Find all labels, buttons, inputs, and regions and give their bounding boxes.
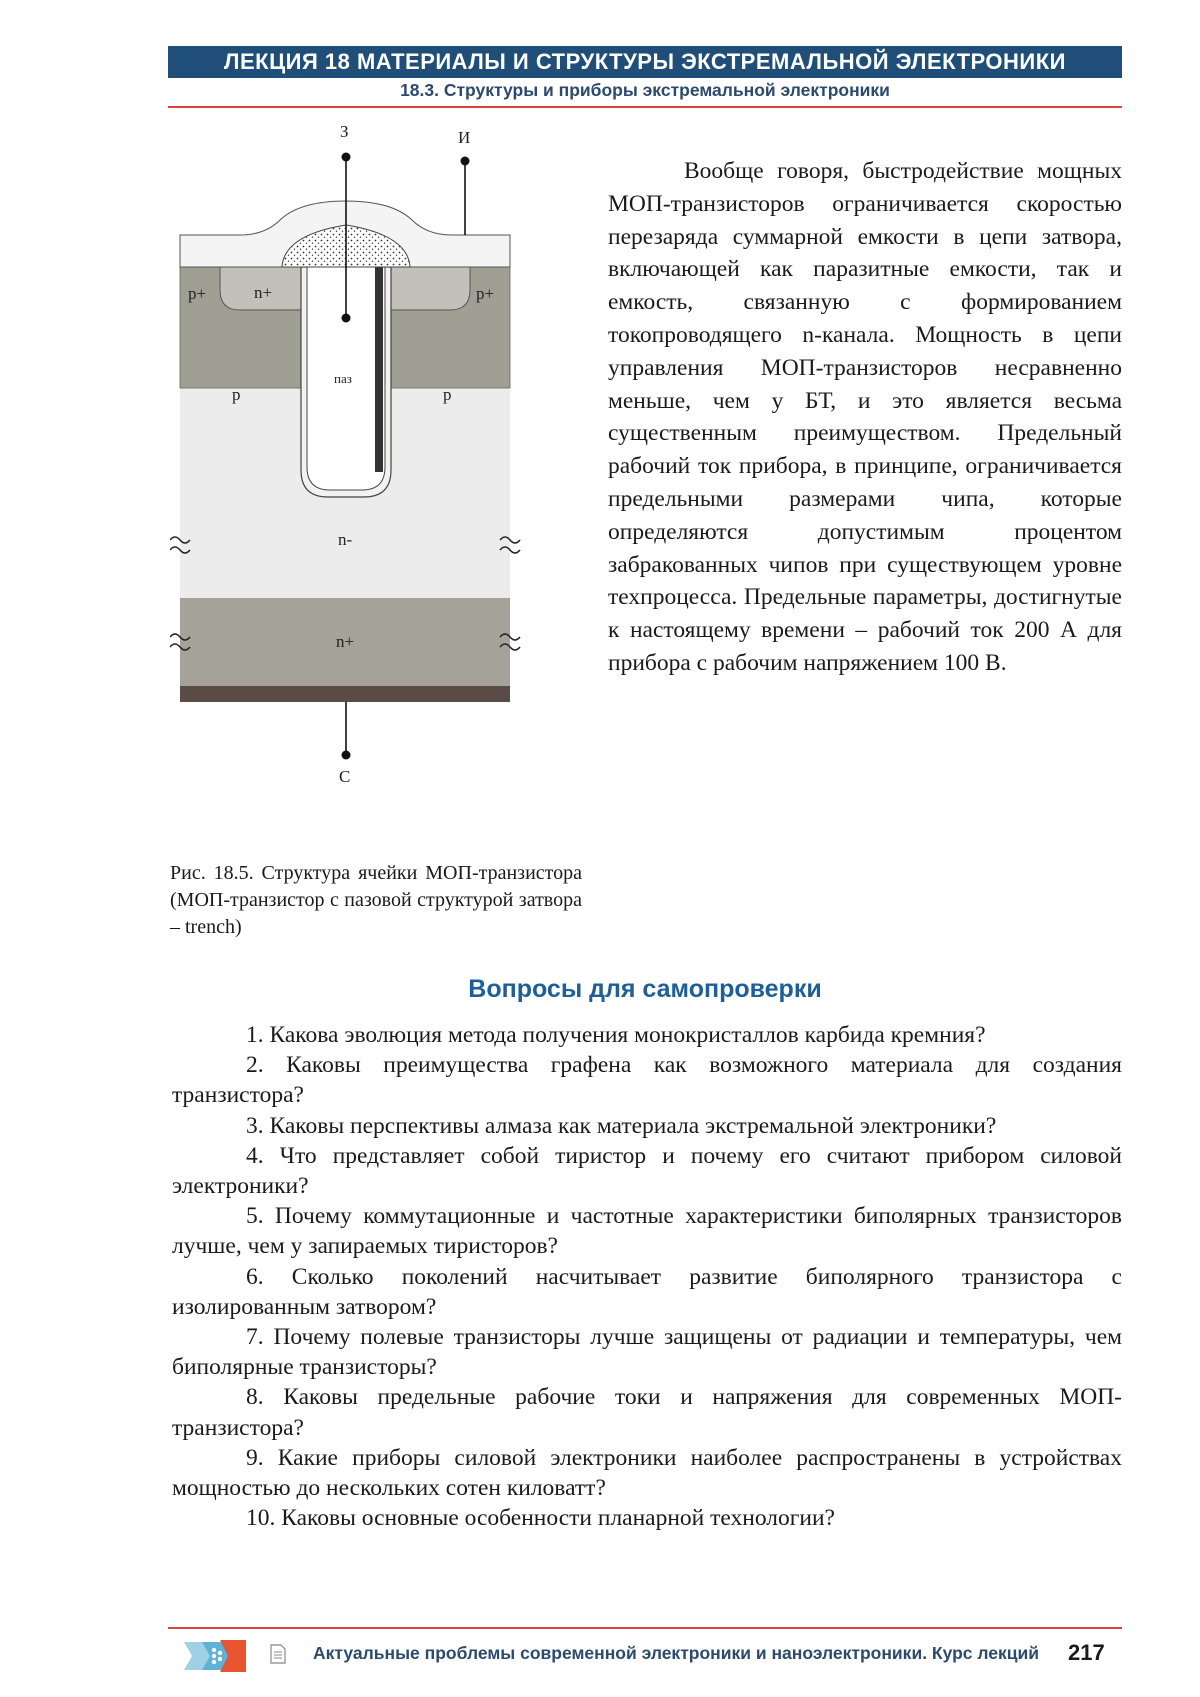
body-paragraph <box>608 155 1122 680</box>
questions-title: Вопросы для самопроверки <box>468 975 822 1003</box>
figure-caption: Рис. 18.5. Структура ячейки МОП-транзистора (МОП-транзистор с пазовой структурой затвора – trench) <box>170 862 582 938</box>
drain-metal <box>180 686 510 702</box>
gate-contact-dot <box>342 314 351 323</box>
question-item: 2. Каковы преимущества графена как возможного материала для создания транзистора? <box>172 1052 1122 1109</box>
question-item: 9. Какие приборы силовой электроники наиболее распространены в устройствах мощностью до нескольких сотен киловатт? <box>172 1444 1122 1502</box>
p-plus-left-label: p+ <box>188 284 207 303</box>
mosfet-trench-figure <box>170 125 580 865</box>
drain-label: С <box>339 767 351 786</box>
drain-terminal-dot <box>342 751 351 760</box>
section-subtitle: 18.3. Структуры и приборы экстремальной электроники <box>400 80 890 100</box>
question-item: 10. Каковы основные особенности планарной технологии? <box>246 1505 835 1532</box>
lecture-title: ЛЕКЦИЯ 18 МАТЕРИАЛЫ И СТРУКТУРЫ ЭКСТРЕМАЛЬНОЙ ЭЛЕКТРОНИКИ <box>224 49 1066 74</box>
n-minus-label: n- <box>338 530 353 549</box>
trench-wall-dark <box>375 267 383 472</box>
gate-label: З <box>340 125 349 141</box>
question-item: 1. Какова эволюция метода получения монокристаллов карбида кремния? <box>246 1022 986 1048</box>
questions-list <box>172 1020 1122 1533</box>
p-right-label: p <box>443 385 452 404</box>
p-left-label: p <box>232 385 241 404</box>
footer-divider <box>168 1627 1122 1629</box>
header-divider <box>168 106 1122 108</box>
n-plus-bottom-label: n+ <box>336 632 355 651</box>
gate-terminal-dot <box>342 153 351 162</box>
mosfet-structure-diagram <box>170 125 580 865</box>
document-icon <box>270 1644 286 1664</box>
lecture-header-bar <box>168 46 1122 78</box>
question-item: 8. Каковы предельные рабочие токи и напряжения для современных МОП-транзистора? <box>172 1384 1122 1441</box>
body-paragraph-text: Вообще говоря, быстродействие мощных МОП-транзисторов ограничивается скоростью перезаряда суммарной емкости в цепи затвора, включающей как паразитные емкости, так и емкость, связанную с формированием токопроводящего n-канала. Мощность в цепи управления МОП-транзисторов несравненно меньше, чем у БТ, и это является весьма существенным преимуществом. Предельный рабочий ток прибора, в принципе, ограничивается предельными размерами чипа, которые определяются допустимым процентом забракованных чипов при существующем уровне техпроцесса. Предельные параметры, достигнутые к настоящему времени – рабочий ток 200 А для прибора с рабочим напряжением 100 В. <box>608 158 1122 676</box>
footer-book-title: Актуальные проблемы современной электроники и наноэлектроники. Курс лекций <box>313 1643 1040 1663</box>
n-plus-pocket-right <box>388 267 470 310</box>
question-item: 5. Почему коммутационные и частотные характеристики биполярных транзисторов лучше, чем у запираемых тиристоров? <box>172 1203 1122 1260</box>
n-plus-left-label: n+ <box>254 283 273 302</box>
question-item: 4. Что представляет собой тиристор и почему его считают прибором силовой электроники? <box>172 1142 1122 1200</box>
source-terminal-dot <box>461 157 470 166</box>
p-plus-right-label: p+ <box>476 284 495 303</box>
trench-label: паз <box>334 371 352 386</box>
question-item: 3. Каковы перспективы алмаза как материала экстремальной электроники? <box>246 1112 997 1139</box>
university-logo-icon <box>184 1636 250 1676</box>
question-item: 7. Почему полевые транзисторы лучше защищены от радиации и температуры, чем биполярные транзисторы? <box>172 1324 1122 1381</box>
question-item: 6. Сколько поколений насчитывает развитие биполярного транзистора с изолированным затвором? <box>172 1263 1122 1320</box>
source-label: И <box>458 128 471 147</box>
page-number: 217 <box>1068 1640 1105 1665</box>
